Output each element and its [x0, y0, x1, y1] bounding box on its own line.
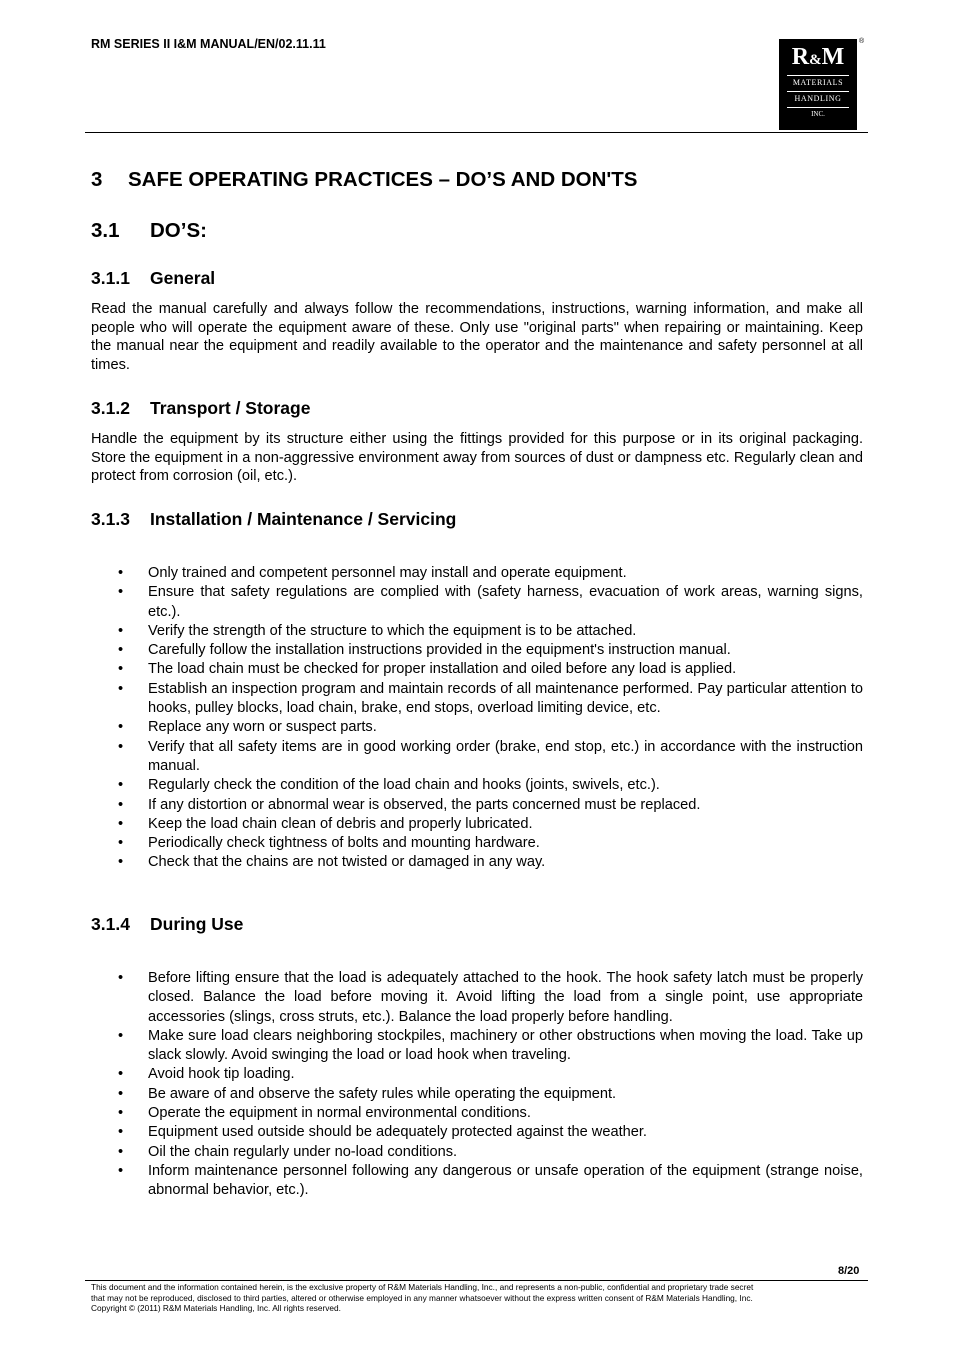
- list-item: [91, 680, 863, 719]
- list-item: [91, 1065, 863, 1084]
- list-item-text: Check that the chains are not twisted or damaged in any way.: [148, 854, 546, 871]
- list-item-text: Only trained and competent personnel may install and operate equipment.: [148, 565, 627, 581]
- bullet-marker: •: [118, 680, 124, 697]
- page-number: 8/20: [838, 1265, 860, 1277]
- bullet-marker: •: [118, 970, 124, 986]
- heading-installation: 3.1.3 Installation / Maintenance / Servicing: [91, 509, 457, 529]
- bullet-marker: •: [118, 777, 124, 794]
- bullet-marker: •: [118, 854, 124, 871]
- list-item-text: Establish an inspection program and maintain records of all maintenance performed. Pay particular attention to hooks, pulley blocks, load chain, brake, end stops, overload limiting device, etc.: [148, 680, 863, 717]
- transport-paragraph: Handle the equipment by its structure either using the fittings provided for this purpose or in its original packaging. Store the equipment in a non-aggressive environment away from sources of dust or dampness etc. Regularly clean and protect from corrosion (oil, etc.).: [91, 431, 863, 485]
- list-item: [91, 1027, 863, 1066]
- bullet-marker: •: [118, 719, 124, 736]
- footer-disclaimer: [91, 1282, 864, 1314]
- logo-line-materials: MATERIALS: [792, 78, 844, 87]
- list-item: [91, 853, 863, 872]
- footer-line: This document and the information contained herein, is the exclusive property of R&M Materials Handling, Inc., and represents a non-public, confidential and proprietary trade secret: [91, 1282, 754, 1292]
- header-divider: [85, 132, 868, 133]
- list-item-text: Equipment used outside should be adequately protected against the weather.: [148, 1124, 647, 1141]
- bullet-marker: •: [118, 835, 124, 852]
- bullet-marker: •: [118, 815, 124, 832]
- bullet-marker: •: [118, 1124, 124, 1141]
- logo-line-inc: INC.: [811, 110, 825, 118]
- list-item-text: Replace any worn or suspect parts.: [148, 719, 377, 736]
- installation-list: [91, 564, 863, 873]
- bullet-marker: •: [118, 1105, 124, 1122]
- bullet-marker: •: [118, 642, 124, 659]
- heading-during-use: 3.1.4 During Use: [91, 914, 244, 934]
- list-item: [91, 969, 863, 1027]
- bullet-marker: •: [118, 584, 124, 601]
- bullet-marker: •: [118, 565, 124, 581]
- heading-general: 3.1.1 General: [91, 268, 216, 288]
- bullet-marker: •: [118, 1027, 124, 1044]
- list-item-text: Carefully follow the installation instructions provided in the equipment's instruction manual.: [148, 642, 731, 659]
- list-item-text: Verify the strength of the structure to which the equipment is to be attached.: [148, 622, 637, 639]
- heading-transport-storage: 3.1.2 Transport / Storage: [91, 398, 311, 418]
- list-item: [91, 1162, 863, 1201]
- list-item-text: Avoid hook tip loading.: [148, 1066, 295, 1083]
- list-item-text: The load chain must be checked for proper installation and oiled before any load is applied.: [148, 661, 737, 678]
- bullet-marker: •: [118, 1162, 124, 1179]
- bullet-marker: •: [118, 622, 124, 639]
- list-item-text: Regularly check the condition of the load chain and hooks (joints, swivels, etc.).: [148, 777, 660, 794]
- registered-mark: ®: [859, 38, 865, 45]
- bullet-marker: •: [118, 661, 124, 678]
- list-item: [91, 1123, 863, 1142]
- list-item-text: Verify that all safety items are in good working order (brake, end stop, etc.) in accordance with the instruction manual.: [148, 738, 863, 774]
- section-heading: 3 SAFE OPERATING PRACTICES – DO’S AND DON'TS: [91, 168, 638, 191]
- list-item-text: Make sure load clears neighboring stockpiles, machinery or other obstructions when moving the load. Take up slack slowly. Avoid swinging the load or load hook when traveling.: [148, 1027, 863, 1064]
- list-item: [91, 583, 863, 622]
- general-paragraph: Read the manual carefully and always follow the recommendations, instructions, warning information, and make all people who will operate the equipment aware of these. Only use "original parts" when repairing or maintaining. Keep the manual near the equipment and readily available to the operator and the maintenance and safety personnel at all times.: [91, 301, 863, 373]
- list-item: [91, 1104, 863, 1123]
- list-item: [91, 641, 863, 660]
- list-item-text: If any distortion or abnormal wear is observed, the parts concerned must be replaced.: [148, 796, 701, 813]
- list-item-text: Periodically check tightness of bolts and mounting hardware.: [148, 835, 540, 852]
- list-item: [91, 660, 863, 679]
- list-item-text: Before lifting ensure that the load is adequately attached to the hook. The hook safety latch must be properly closed. Balance the load before moving it. Avoid lifting the load from a single point, use appropriate accessories (slings, cross struts, etc.). Balance the load properly before handling.: [148, 970, 863, 1025]
- logo-mark: R&M: [791, 44, 845, 70]
- list-item: [91, 622, 863, 641]
- list-item: [91, 1143, 863, 1162]
- bullet-marker: •: [118, 1085, 124, 1102]
- list-item: [91, 564, 863, 583]
- footer-divider: [85, 1280, 868, 1281]
- during-use-list: [91, 969, 863, 1201]
- list-item-text: Inform maintenance personnel following any dangerous or unsafe operation of the equipment (strange noise, abnormal behavior, etc.).: [148, 1162, 863, 1199]
- subsection-heading: 3.1 DO’S:: [91, 219, 207, 242]
- bullet-marker: •: [118, 738, 124, 755]
- list-item-text: Operate the equipment in normal environmental conditions.: [148, 1105, 531, 1122]
- list-item-text: Oil the chain regularly under no-load conditions.: [148, 1143, 458, 1160]
- list-item: [91, 796, 863, 815]
- bullet-marker: •: [118, 796, 124, 813]
- list-item: [91, 834, 863, 853]
- bullet-marker: •: [118, 1143, 124, 1160]
- footer-line: that may not be reproduced, disclosed to third parties, altered or otherwise employed in any manner whatsoever without the express written consent of R&M Materials Handling, Inc.: [91, 1292, 753, 1303]
- logo-line-handling: HANDLING: [794, 94, 842, 103]
- list-item: [91, 738, 863, 777]
- bullet-marker: •: [118, 1066, 124, 1083]
- document-code: RM SERIES II I&M MANUAL/EN/02.11.11: [91, 37, 326, 51]
- list-item: [91, 815, 863, 834]
- footer-line: Copyright © (2011) R&M Materials Handling, Inc. All rights reserved.: [91, 1303, 341, 1314]
- company-logo: [779, 39, 857, 130]
- list-item-text: Be aware of and observe the safety rules while operating the equipment.: [148, 1085, 617, 1102]
- list-item: [91, 776, 863, 795]
- list-item-text: Keep the load chain clean of debris and properly lubricated.: [148, 815, 533, 832]
- list-item: [91, 718, 863, 737]
- list-item: [91, 1085, 863, 1104]
- list-item-text: Ensure that safety regulations are complied with (safety harness, evacuation of work areas, warning signs, etc.).: [148, 584, 863, 620]
